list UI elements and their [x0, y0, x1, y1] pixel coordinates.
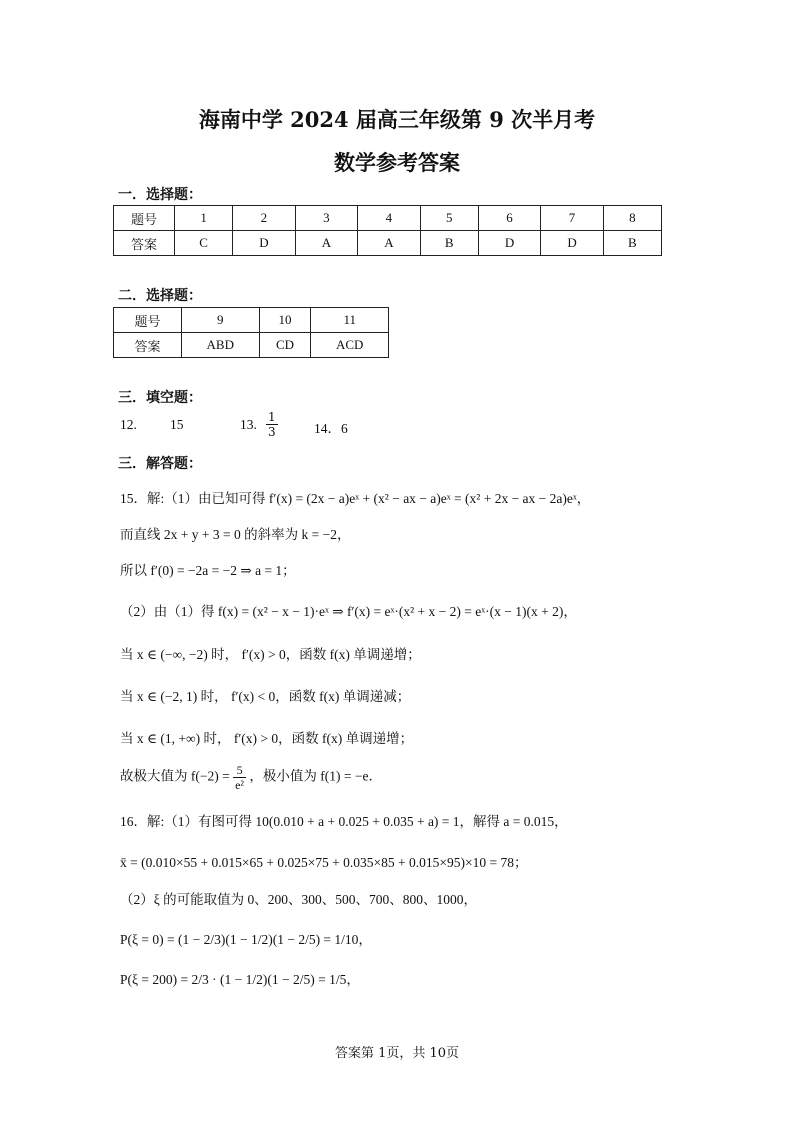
fill-answer-13-fraction [266, 410, 278, 439]
table-cell: C [175, 231, 233, 256]
table-cell: 11 [311, 308, 389, 333]
fraction-numerator: 5 [233, 763, 246, 778]
solution-15-line-8 [120, 763, 382, 792]
table-cell: 4 [358, 206, 420, 231]
table-cell: 6 [478, 206, 540, 231]
solution-15-line-6: 当 x ∈ (−2, 1) 时， f′(x) < 0，函数 f(x) 单调递减； [120, 689, 411, 704]
fraction-numerator: 1 [268, 410, 276, 424]
fraction [266, 410, 278, 439]
solution-15-min-label: ，极小值为 f(1) = −e． [249, 768, 382, 784]
solution-15-line-3: 所以 f′(0) = −2a = −2 ⇒ a = 1； [120, 563, 296, 578]
fill-answer-13-label: 13. [240, 417, 257, 432]
table-cell: 题号 [114, 206, 175, 231]
table-cell: B [603, 231, 661, 256]
table-cell: 2 [233, 206, 295, 231]
solution-16-line-5: P(ξ = 200) = 2/3 · (1 − 1/2)(1 − 2/5) = 1/5， [120, 972, 360, 987]
table-cell: 7 [541, 206, 603, 231]
fill-answer-12: 15 [170, 417, 184, 432]
solution-15-line-5: 当 x ∈ (−∞, −2) 时， f′(x) > 0，函数 f(x) 单调递增； [120, 647, 421, 662]
table-cell: 5 [420, 206, 478, 231]
table-row [114, 308, 389, 333]
table-cell: 10 [259, 308, 311, 333]
table-cell: CD [259, 333, 311, 358]
solution-15-line-7: 当 x ∈ (1, +∞) 时， f′(x) > 0，函数 f(x) 单调递增； [120, 731, 414, 746]
table-cell: 3 [295, 206, 357, 231]
section-heading-solutions: 三．解答题： [118, 456, 202, 472]
solution-15-line-2: 而直线 2x + y + 3 = 0 的斜率为 k = −2， [120, 527, 351, 542]
table-row [114, 333, 389, 358]
table-cell: D [541, 231, 603, 256]
page-subtitle: 数学参考答案 [334, 150, 460, 175]
table-cell: 1 [175, 206, 233, 231]
table-cell: 9 [182, 308, 260, 333]
fill-answer-12-label: 12. [120, 417, 137, 432]
section-heading-fill: 三．填空题： [118, 390, 202, 406]
fraction-denominator: e² [235, 778, 245, 792]
answer-table-2 [113, 307, 389, 358]
table-cell: 8 [603, 206, 661, 231]
fill-answer-14: 14．6 [314, 421, 348, 436]
fraction [233, 763, 246, 792]
page-footer: 答案第 1页，共 10页 [334, 1046, 460, 1061]
page-title: 海南中学 2024 届高三年级第 9 次半月考 [198, 107, 596, 132]
section-heading-choice: 一．选择题： [118, 187, 202, 203]
table-row [114, 206, 662, 231]
table-cell: 答案 [114, 231, 175, 256]
solution-16-line-1: 16．解:（1）有图可得 10(0.010 + a + 0.025 + 0.035 + a) = 1，解得 a = 0.015， [120, 814, 568, 829]
solution-15-line-1: 15．解:（1）由已知可得 f′(x) = (2x − a)eˣ + (x² − ax − a)eˣ = (x² + 2x − ax − 2a)eˣ， [120, 491, 591, 506]
solution-16-line-2: x̄ = (0.010×55 + 0.015×65 + 0.025×75 + 0.035×85 + 0.015×95)×10 = 78； [120, 855, 528, 870]
table-cell: D [233, 231, 295, 256]
solution-15-max-label: 故极大值为 f(−2) = [120, 768, 234, 784]
table-cell: 题号 [114, 308, 182, 333]
solution-15-line-4: （2）由（1）得 f(x) = (x² − x − 1)·eˣ ⇒ f′(x) = eˣ·(x² + x − 2) = eˣ·(x − 1)(x + 2)， [120, 604, 577, 619]
answer-table-1 [113, 205, 662, 256]
table-cell: A [295, 231, 357, 256]
table-cell: B [420, 231, 478, 256]
solution-16-line-3: （2）ξ 的可能取值为 0、200、300、500、700、800、1000， [120, 892, 478, 907]
table-cell: ACD [311, 333, 389, 358]
table-cell: D [478, 231, 540, 256]
section-heading-multi-choice: 二．选择题： [118, 288, 202, 304]
table-cell: A [358, 231, 420, 256]
fraction-denominator: 3 [268, 425, 276, 439]
table-cell: 答案 [114, 333, 182, 358]
solution-16-line-4: P(ξ = 0) = (1 − 2/3)(1 − 1/2)(1 − 2/5) = 1/10， [120, 932, 372, 947]
table-cell: ABD [182, 333, 260, 358]
table-row [114, 231, 662, 256]
